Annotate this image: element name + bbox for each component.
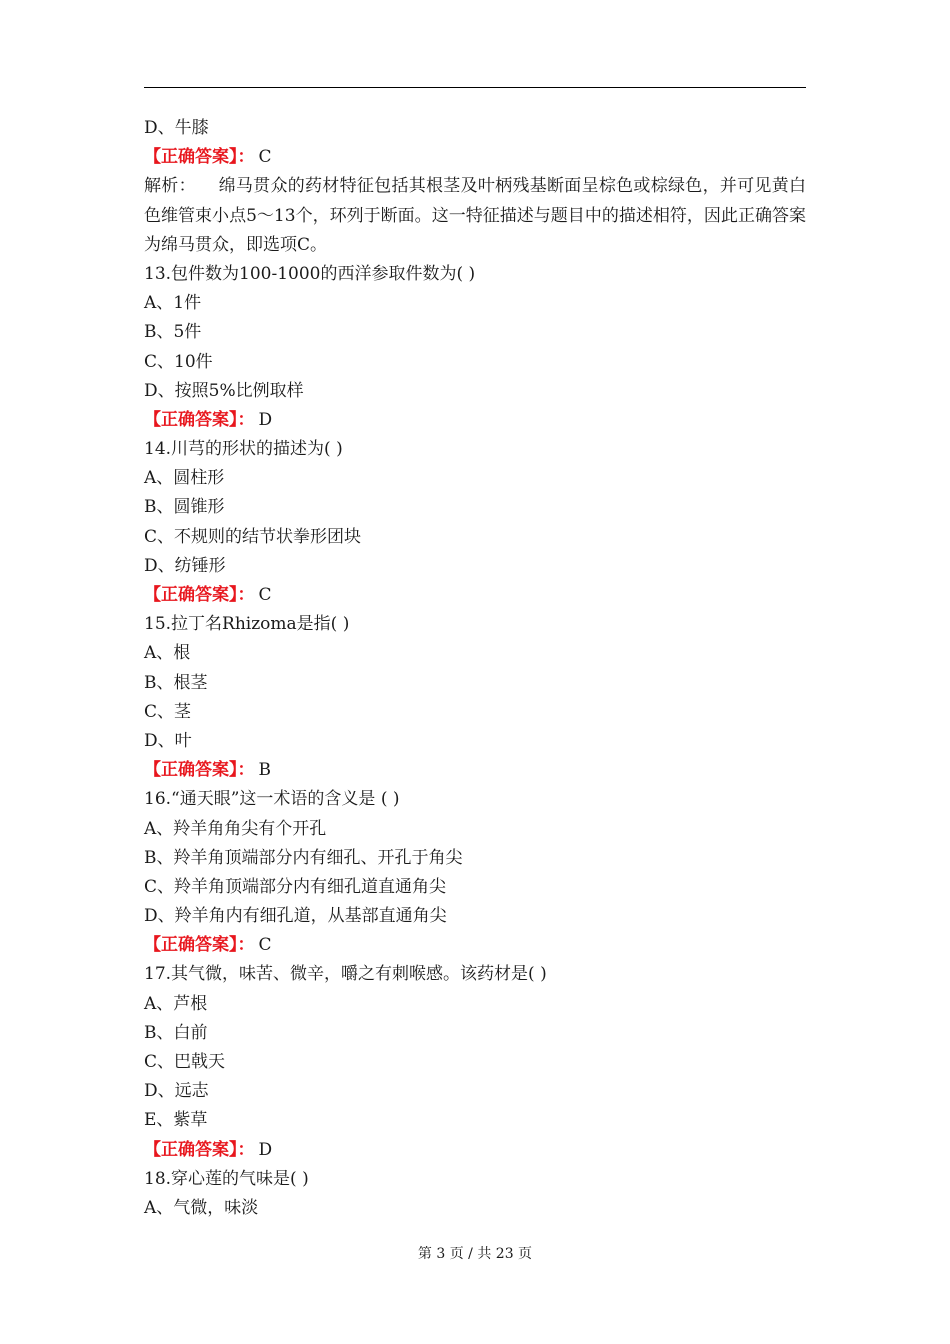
page-footer: 第 3 页 / 共 23 页 [417,1246,533,1262]
option-c: C、10件 [144,351,213,372]
answer-line [144,406,806,435]
answer-label: 【正确答案】： [144,409,255,430]
option-b: B、根茎 [144,672,208,693]
analysis-paragraph: 解析： 绵马贯众的药材特征包括其根茎及叶柄残基断面呈棕色或棕绿色，并可见黄白色维管束小点5～13个，环列于断面。这一特征描述与题目中的描述相符，因此正确答案为绵马贯众，即选项C。 [144,176,806,255]
answer-value: C [258,585,272,606]
answer-value: C [258,147,272,168]
option-c: C、茎 [144,701,192,722]
option-a: A、1件 [144,293,202,314]
option-a: A、芦根 [144,993,208,1014]
answer-value: D [258,1139,273,1160]
option-a: A、气微，味淡 [144,1197,259,1218]
option-a: A、根 [144,643,191,664]
option-d: D、远志 [144,1081,209,1102]
answer-label: 【正确答案】： [144,760,255,781]
option-a: A、圆柱形 [144,468,225,489]
question-stem: 14.川芎的形状的描述为( ) [144,439,343,460]
question-stem: 16.“通天眼”这一术语的含义是 ( ) [144,789,400,810]
option-d: D、纺锤形 [144,555,226,576]
option-d: D、叶 [144,730,192,751]
answer-value: C [258,935,272,956]
option-c: C、羚羊角顶端部分内有细孔道直通角尖 [144,876,447,897]
option-d: D、按照5%比例取样 [144,380,304,401]
option-c: C、不规则的结节状拳形团块 [144,526,362,547]
answer-line [144,581,806,610]
answer-label: 【正确答案】： [144,585,255,606]
option-b: B、羚羊角顶端部分内有细孔、开孔于角尖 [144,847,463,868]
answer-line [144,143,806,172]
question-stem: 13.包件数为100-1000的西洋参取件数为( ) [144,263,476,284]
option-b: B、白前 [144,1022,208,1043]
option-d: D、牛膝 [144,118,209,138]
option-b: B、圆锥形 [144,497,225,518]
page-content [144,114,806,1223]
answer-line [144,931,806,960]
question-stem: 18.穿心莲的气味是( ) [144,1168,309,1189]
answer-value: B [258,760,271,781]
question-stem: 17.其气微，味苦、微辛，嚼之有刺喉感。该药材是( ) [144,964,547,985]
header-rule [144,87,806,88]
question-stem: 15.拉丁名Rhizoma是指( ) [144,614,350,635]
option-c: C、巴戟天 [144,1052,226,1073]
answer-label: 【正确答案】： [144,1139,255,1160]
answer-value: D [258,409,273,430]
answer-line [144,1136,806,1165]
answer-label: 【正确答案】： [144,147,255,168]
option-e: E、紫草 [144,1110,208,1131]
option-b: B、5件 [144,322,202,343]
answer-label: 【正确答案】： [144,935,255,956]
answer-line [144,756,806,785]
option-d: D、羚羊角内有细孔道，从基部直通角尖 [144,906,447,927]
option-a: A、羚羊角角尖有个开孔 [144,818,327,839]
